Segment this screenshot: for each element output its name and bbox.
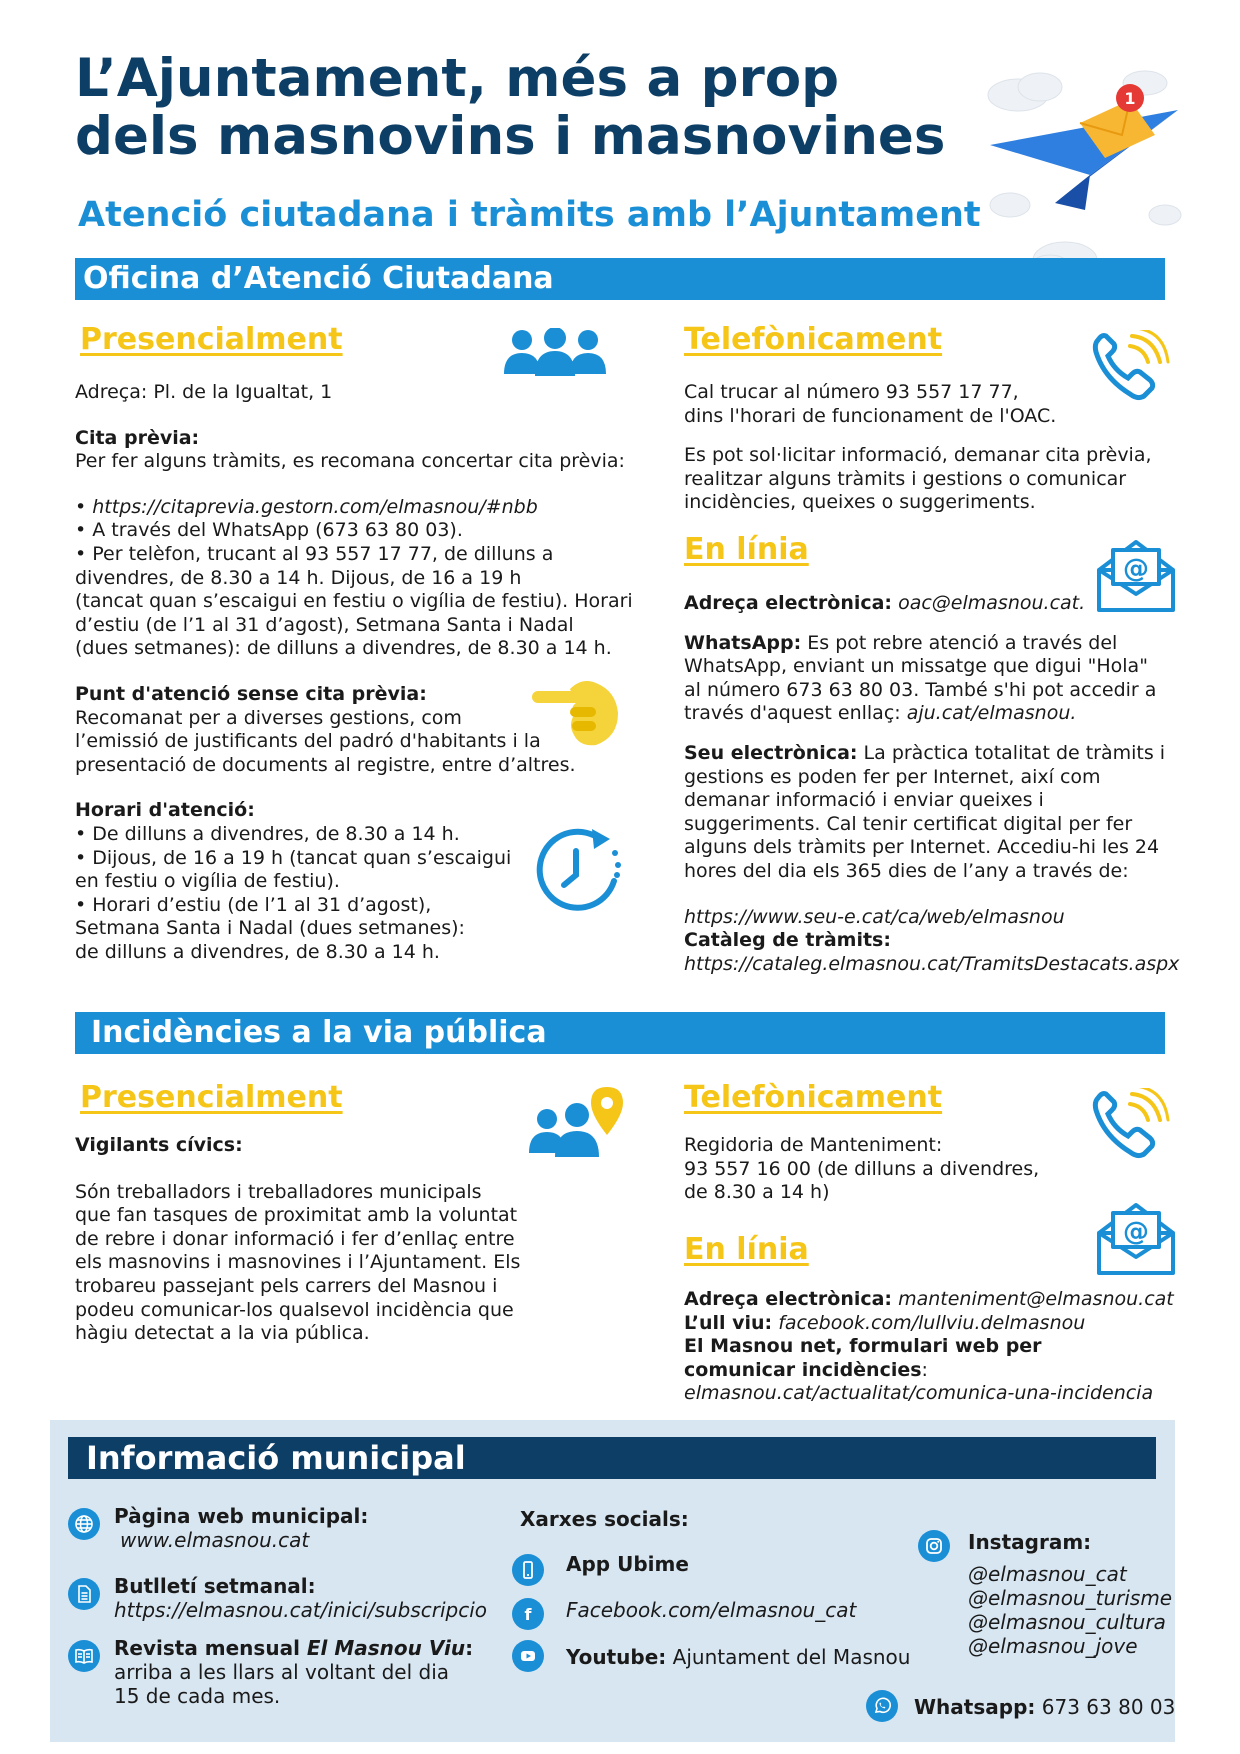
cataleg-link[interactable]: https://cataleg.elmasnou.cat/TramitsDestacats.aspx xyxy=(684,952,1180,975)
mobile-app-icon xyxy=(512,1554,544,1586)
document-icon xyxy=(68,1578,100,1610)
web-municipal: Pàgina web municipal: www.elmasnou.cat xyxy=(114,1504,474,1552)
manteniment-email-link[interactable]: manteniment@elmasnou.cat xyxy=(898,1288,1174,1310)
svg-text:f: f xyxy=(524,1605,532,1624)
inc-online-body: Adreça electrònica: manteniment@elmasnou.cat L’ull viu: facebook.com/lullviu.delmasnou El Masnou net, formulari web per comunicar incidències: elmasnou.cat/actualitat/comunica-una-incidencia xyxy=(684,1288,1184,1406)
clock-icon xyxy=(530,825,622,917)
inc-telefon-heading: Telefònicament xyxy=(684,1080,943,1115)
facebook-icon xyxy=(512,1598,544,1630)
butlleti-setmanal: Butlletí setmanal: https://elmasnou.cat/inici/subscripcio xyxy=(114,1574,494,1622)
pointing-hand-icon xyxy=(530,675,622,747)
svg-text:@: @ xyxy=(1123,554,1149,584)
oac-presencial-heading: Presencialment xyxy=(80,322,343,357)
app-ubime[interactable]: App Ubime xyxy=(566,1552,689,1576)
inc-presencial-body: Vigilants cívics: Són treballadors i treballadores municipals que fan tasques de proximitat amb la voluntat de rebre i donar informació i fer d’enllaç entre els masnovins i masnovines i l’Ajuntament. Els trobareu passejant pels carrers del Masnou i podeu comunicar-los qualsevol incidència que hàgiu detectat a la via pública. xyxy=(75,1134,521,1345)
inc-telefon-body: Regidoria de Manteniment: 93 557 16 00 (de dilluns a divendres, de 8.30 a 14 h) xyxy=(684,1134,1040,1204)
notification-badge: 1 xyxy=(1124,89,1136,108)
whatsapp-icon xyxy=(866,1690,898,1722)
oac-telefon-heading: Telefònicament xyxy=(684,322,943,357)
address: Adreça: Pl. de la Igualtat, 1 xyxy=(75,381,333,403)
magazine-icon xyxy=(68,1640,100,1672)
globe-icon xyxy=(68,1508,100,1540)
section-bar-oac: Oficina d’Atenció Ciutadana xyxy=(75,258,1165,300)
svg-text:@: @ xyxy=(1123,1217,1149,1247)
comunica-incidencia-link[interactable]: elmasnou.cat/actualitat/comunica-una-incidencia xyxy=(684,1382,1154,1405)
facebook-link[interactable]: Facebook.com/elmasnou_cat xyxy=(566,1598,857,1622)
page-title: L’Ajuntament, més a prop dels masnovins i masnovines xyxy=(75,48,946,167)
oac-online-heading: En línia xyxy=(684,532,809,567)
youtube-icon xyxy=(512,1640,544,1672)
oac-presencial-body: Adreça: Pl. de la Igualtat, 1 Cita prèvia: Per fer alguns tràmits, es recomana concertar cita prèvia: • https://citaprevia.gestorn.com/elmasnou/#nbb • A través del WhatsApp (673 63 80 03). • Per telèfon, trucant al 93 557 17 77, de dilluns a divendres, de 8.30 a 14 h. Dijous, de 16 a 19 h (tancat quan s’escaigui en festiu o vigília de festiu). Horari d’estiu (de l’1 al 31 d’agost), Setmana Santa i Nadal (dues setmanes): de dilluns a divendres, de 8.30 a 14 h. Punt d'atenció sense cita prèvia: Recomanat per a diverses gestions, com l’emissió de justificants del padró d'habitants i la presentació de documents al registre, entre d’altres. Horari d'atenció: • De dilluns a divendres, de 8.30 a 14 h. • Dijous, de 16 a 19 h (tancat quan s’escaigui en festiu o vigília de festiu). • Horari d’estiu (de l’1 al 31 d’agost), Setmana Santa i Nadal (dues setmanes): de dilluns a divendres, de 8.30 a 14 h. xyxy=(75,381,655,964)
instagram-accounts: Instagram: @elmasnou_cat @elmasnou_turisme @elmasnou_cultura @elmasnou_jove xyxy=(968,1530,1178,1658)
xarxes-socials-label: Xarxes socials: xyxy=(520,1507,689,1531)
instagram-account[interactable]: @elmasnou_turisme xyxy=(968,1586,1173,1610)
butlleti-link[interactable]: https://elmasnou.cat/inici/subscripcio xyxy=(114,1598,488,1622)
phone-icon xyxy=(1090,1088,1170,1160)
oac-online-body: Adreça electrònica: oac@elmasnou.cat. WhatsApp: Es pot rebre atenció a través del WhatsApp, enviant un missatge que digui "Hola" al número 673 63 80 03. També s'hi pot accedir a través d'aquest enllaç: aju.cat/elmasnou. Seu electrònica: La pràctica totalitat de tràmits i gestions es poden fer per Internet, així com demanar informació i enviar queixes i suggeriments. Cal tenir certificat digital per fer alguns dels tràmits per Internet. Accediu-hi les 24 hores del dia els 365 dies de l’any a través de: https://www.seu-e.cat/ca/web/elmasnou Catàleg de tràmits: https://cataleg.elmasnou.cat/TramitsDestacats.aspx xyxy=(684,592,1184,976)
inc-online-heading: En línia xyxy=(684,1232,809,1267)
revista-mensual: Revista mensual El Masnou Viu: arriba a les llars al voltant del dia 15 de cada mes. xyxy=(114,1636,474,1708)
whatsapp-contact[interactable]: Whatsapp: 673 63 80 03 xyxy=(914,1695,1176,1719)
instagram-account[interactable]: @elmasnou_cat xyxy=(968,1562,1127,1586)
people-group-icon xyxy=(500,328,610,380)
email-envelope-icon xyxy=(1095,1195,1177,1275)
instagram-account[interactable]: @elmasnou_jove xyxy=(968,1634,1138,1658)
section-bar-info: Informació municipal xyxy=(68,1437,1156,1479)
seu-electronica-link[interactable]: https://www.seu-e.cat/ca/web/elmasnou xyxy=(684,905,1065,928)
ull-viu-link[interactable]: facebook.com/lullviu.delmasnou xyxy=(778,1311,1086,1334)
youtube-channel[interactable]: Youtube: Ajuntament del Masnou xyxy=(566,1645,911,1669)
paper-plane-icon xyxy=(970,55,1185,290)
whatsapp-link[interactable]: aju.cat/elmasnou. xyxy=(906,702,1077,725)
cita-previa-link[interactable]: https://citaprevia.gestorn.com/elmasnou/#nbb xyxy=(92,495,538,518)
inc-presencial-heading: Presencialment xyxy=(80,1080,343,1115)
page-subtitle: Atenció ciutadana i tràmits amb l’Ajuntament xyxy=(78,195,981,235)
web-municipal-link[interactable]: www.elmasnou.cat xyxy=(120,1528,310,1552)
oac-email-link[interactable]: oac@elmasnou.cat. xyxy=(898,592,1086,614)
oac-telefon-body: Cal trucar al número 93 557 17 77, dins l'horari de funcionament de l'OAC. Es pot sol·licitar informació, demanar cita prèvia, realitzar alguns tràmits i gestions o comunicar incidències, queixes o suggeriments. xyxy=(684,381,1152,514)
instagram-account[interactable]: @elmasnou_cultura xyxy=(968,1610,1166,1634)
instagram-icon xyxy=(918,1530,950,1562)
section-bar-incidencies: Incidències a la via pública xyxy=(75,1012,1165,1054)
